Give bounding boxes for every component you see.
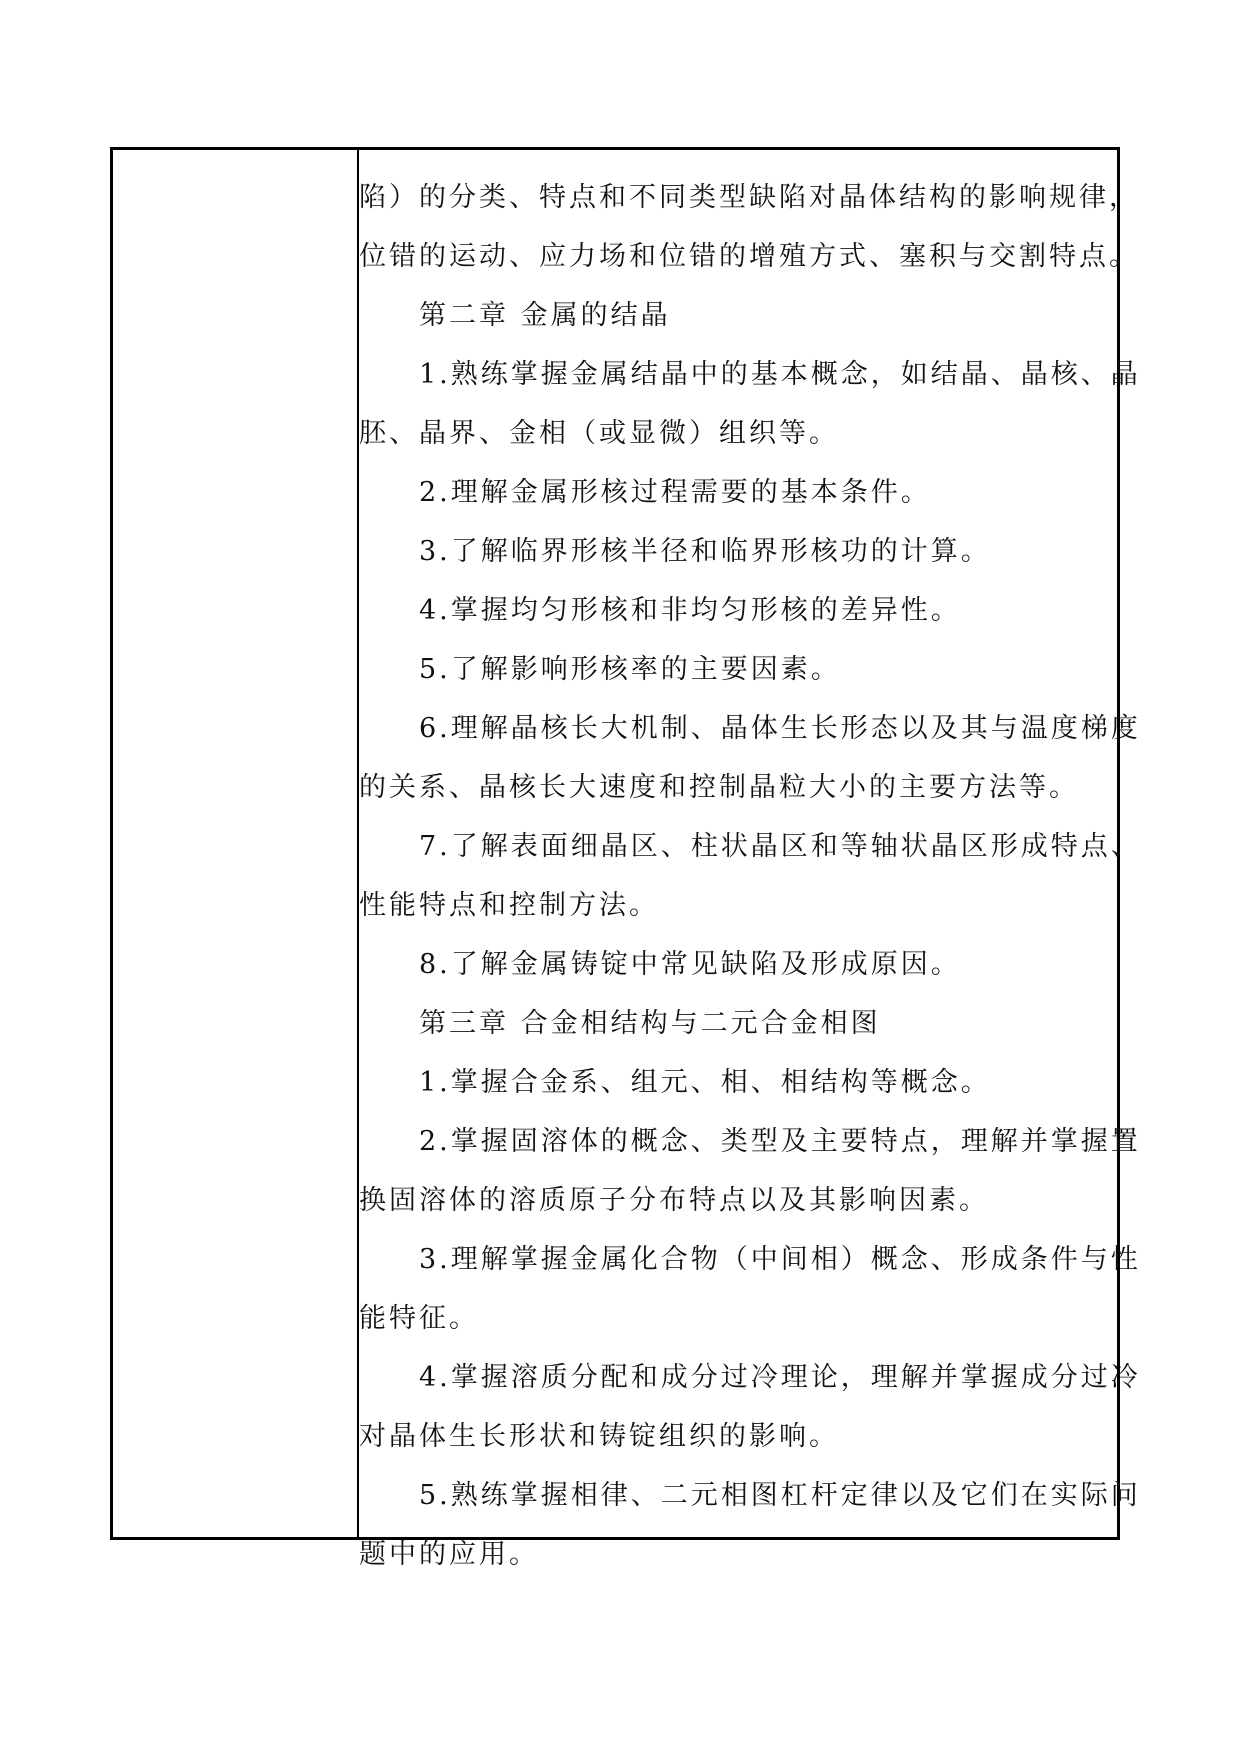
text-line: 的关系、晶核长大速度和控制晶粒大小的主要方法等。 bbox=[359, 772, 1079, 803]
text-line: 5.了解影响形核率的主要因素。 bbox=[359, 654, 841, 685]
table-left-cell bbox=[113, 150, 359, 1537]
text-line: 对晶体生长形状和铸锭组织的影响。 bbox=[359, 1421, 839, 1452]
text-line: 3.理解掌握金属化合物（中间相）概念、形成条件与性 bbox=[359, 1244, 1141, 1275]
text-line: 换固溶体的溶质原子分布特点以及其影响因素。 bbox=[359, 1185, 989, 1216]
text-line: 1.掌握合金系、组元、相、相结构等概念。 bbox=[359, 1067, 991, 1098]
text-line: 8.了解金属铸锭中常见缺陷及形成原因。 bbox=[359, 949, 961, 980]
text-line: 6.理解晶核长大机制、晶体生长形态以及其与温度梯度 bbox=[359, 713, 1141, 744]
text-line: 1.熟练掌握金属结晶中的基本概念，如结晶、晶核、晶 bbox=[359, 359, 1141, 390]
text-line: 性能特点和控制方法。 bbox=[359, 890, 659, 921]
table-right-cell bbox=[359, 150, 1141, 1570]
text-line: 5.熟练掌握相律、二元相图杠杆定律以及它们在实际问 bbox=[359, 1480, 1141, 1511]
text-line: 2.理解金属形核过程需要的基本条件。 bbox=[359, 477, 931, 508]
text-line: 3.了解临界形核半径和临界形核功的计算。 bbox=[359, 536, 991, 567]
syllabus-table bbox=[110, 147, 1141, 1570]
text-line: 题中的应用。 bbox=[359, 1539, 539, 1570]
text-line: 胚、晶界、金相（或显微）组织等。 bbox=[359, 418, 839, 449]
text-line: 能特征。 bbox=[359, 1303, 479, 1334]
text-line: 2.掌握固溶体的概念、类型及主要特点，理解并掌握置 bbox=[359, 1126, 1141, 1157]
text-line: 4.掌握均匀形核和非均匀形核的差异性。 bbox=[359, 595, 961, 626]
chapter-heading: 第三章 合金相结构与二元合金相图 bbox=[359, 1008, 881, 1039]
chapter-heading: 第二章 金属的结晶 bbox=[359, 300, 671, 331]
text-line: 陷）的分类、特点和不同类型缺陷对晶体结构的影响规律， bbox=[359, 182, 1139, 213]
text-line: 7.了解表面细晶区、柱状晶区和等轴状晶区形成特点、 bbox=[359, 831, 1141, 862]
text-line: 4.掌握溶质分配和成分过冷理论，理解并掌握成分过冷 bbox=[359, 1362, 1141, 1393]
text-line: 位错的运动、应力场和位错的增殖方式、塞积与交割特点。 bbox=[359, 241, 1139, 272]
